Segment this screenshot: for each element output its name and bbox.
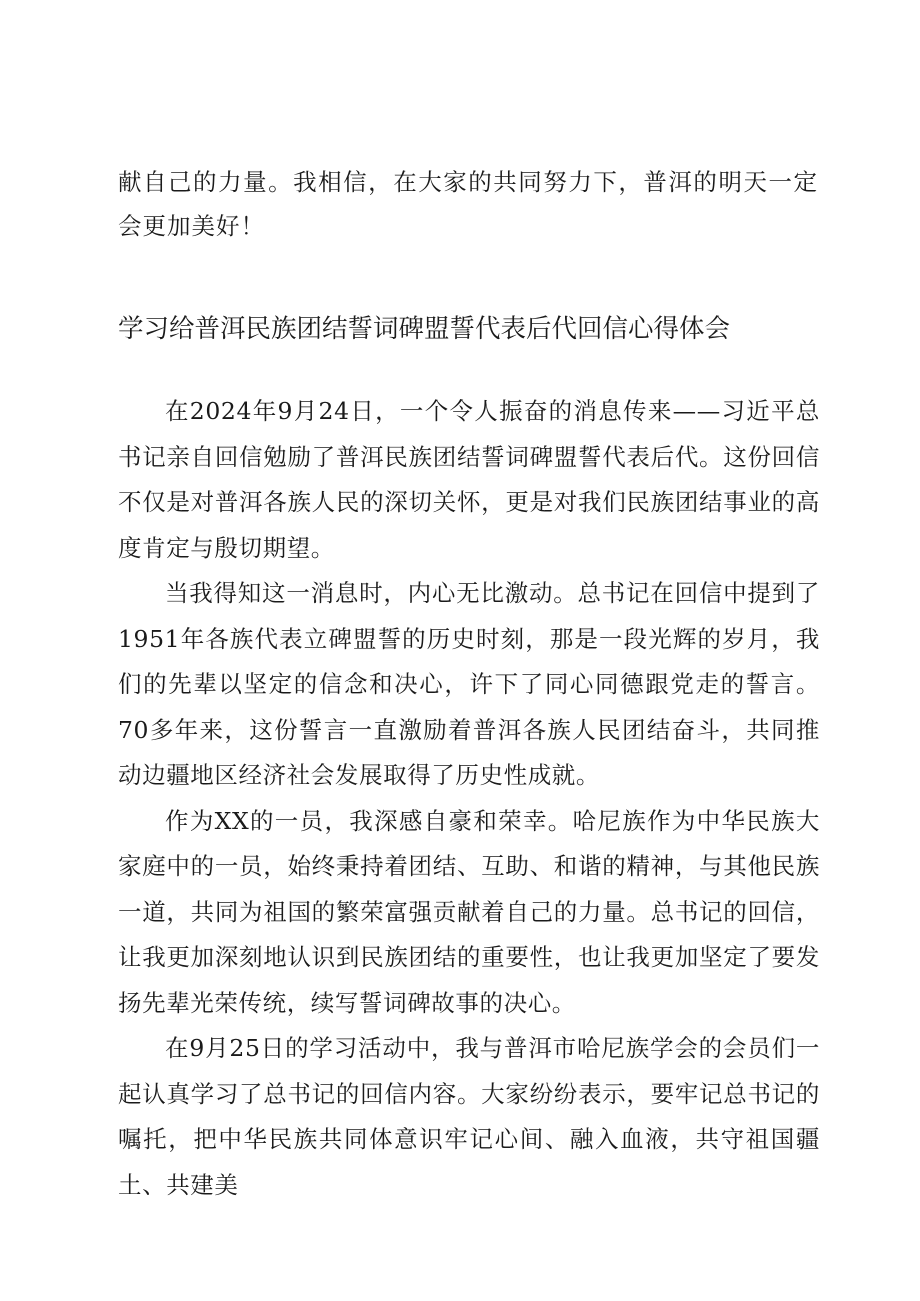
article-body [118, 389, 820, 1208]
body-paragraph-1: 在2024年9月24日，一个令人振奋的消息传来——习近平总书记亲自回信勉励了普洱民族团结誓词碑盟誓代表后代。这份回信不仅是对普洱各族人民的深切关怀，更是对我们民族团结事业的高度肯定与殷切期望。 [118, 397, 820, 562]
article-title: 学习给普洱民族团结誓词碑盟誓代表后代回信心得体会 [118, 314, 731, 344]
body-paragraph-3: 作为XX的一员，我深感自豪和荣幸。哈尼族作为中华民族大家庭中的一员，始终秉持着团结、互助、和谐的精神，与其他民族一道，共同为祖国的繁荣富强贡献着自己的力量。总书记的回信，让我更加深刻地认识到民族团结的重要性，也让我更加坚定了要发扬先辈光荣传统，续写誓词碑故事的决心。 [118, 806, 820, 1017]
body-paragraph-2: 当我得知这一消息时，内心无比激动。总书记在回信中提到了1951年各族代表立碑盟誓的历史时刻，那是一段光辉的岁月，我们的先辈以坚定的信念和决心，许下了同心同德跟党走的誓言。70多年来，这份誓言一直激励着普洱各族人民团结奋斗，共同推动边疆地区经济社会发展取得了历史性成就。 [118, 579, 820, 789]
body-paragraph-4: 在9月25日的学习活动中，我与普洱市哈尼族学会的会员们一起认真学习了总书记的回信内容。大家纷纷表示，要牢记总书记的嘱托，把中华民族共同体意识牢记心间、融入血液，共守祖国疆土、共建美 [118, 1034, 820, 1199]
continuation-paragraph: 献自己的力量。我相信，在大家的共同努力下，普洱的明天一定会更加美好！ [118, 168, 818, 240]
